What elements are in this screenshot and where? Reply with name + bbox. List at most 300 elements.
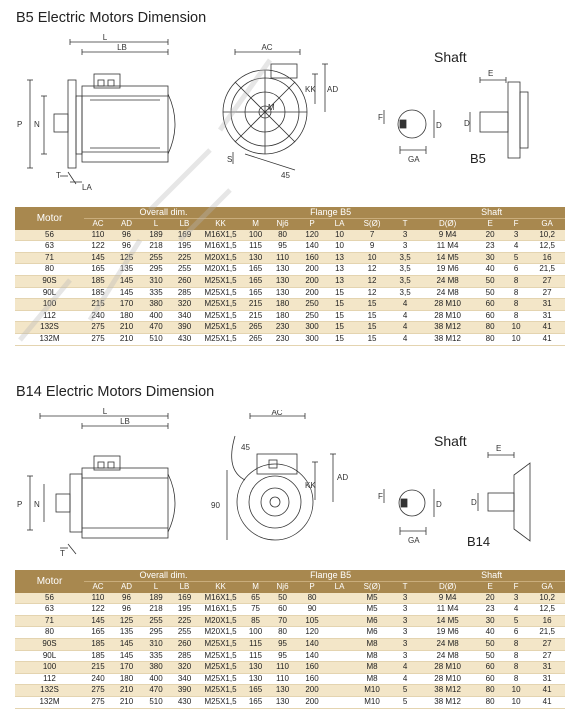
b14-table-cell: 130 [268,696,297,708]
b14-col-header: AD [112,582,141,593]
b14-table-cell [327,604,352,616]
b14-table-cell: 130 [268,685,297,697]
b5-table-cell: 8 [503,299,529,311]
b14-table-cell: 210 [112,696,141,708]
b14-table-cell: 145 [112,638,141,650]
b5-table-cell: 255 [141,252,171,264]
b14-table-cell: M5 [352,604,392,616]
b14-table-cell: 110 [268,662,297,674]
b5-table-cell: 240 [84,310,112,322]
b14-table-cell: M25X1,5 [198,662,243,674]
b5-table-cell: 38 M12 [418,322,477,334]
b14-table-cell: 8 [503,638,529,650]
b14-dim-label-N: N [34,500,40,509]
b14-table-cell: 240 [84,673,112,685]
b14-table-cell: 140 [297,650,327,662]
b5-table-row [15,241,565,253]
b5-table-cell: 9 M4 [418,230,477,241]
b5-table-cell: 28 M10 [418,310,477,322]
b5-table-cell: 50 [477,287,503,299]
b5-table-cell: 95 [268,241,297,253]
b14-col-header: L [141,582,171,593]
b14-motor-cell: 80 [15,627,84,639]
b5-col-header: GA [529,219,565,230]
b5-table-cell: 140 [297,241,327,253]
b14-table-cell: 50 [477,650,503,662]
b14-table-cell: 135 [112,627,141,639]
b5-table-cell: 4 [392,322,418,334]
b5-table-cell: 320 [171,299,198,311]
shaft-label-E: E [488,69,494,78]
b14-table-cell: 6 [503,627,529,639]
dim-label-P: P [17,120,23,129]
b14-table-cell: 130 [243,662,268,674]
b5-motor-cell: 132M [15,333,84,345]
b14-dimension-table [15,570,565,709]
b14-table-cell: 185 [84,650,112,662]
b14-table-cell: M8 [352,650,392,662]
b5-table-cell: 15 [327,287,352,299]
b14-col-header: D(Ø) [418,582,477,593]
b5-table-cell: M25X1,5 [198,275,243,287]
b5-table-row [15,264,565,276]
b14-shaft-label-E: E [496,445,502,453]
b5-table-cell: 80 [477,322,503,334]
b5-table-cell: 225 [171,252,198,264]
b5-motor-cell: 71 [15,252,84,264]
b14-table-cell: 100 [243,627,268,639]
b5-motor-cell: 56 [15,230,84,241]
b5-table-cell: 180 [112,310,141,322]
b14-table-cell [327,650,352,662]
b5-table-cell: M25X1,5 [198,322,243,334]
b5-table-cell: 13 [327,252,352,264]
b14-table-cell: 27 [529,638,565,650]
b14-table-row [15,627,565,639]
b14-shaft-title: Shaft [434,433,467,449]
b14-table-cell: 16 [529,615,565,627]
b14-motor-cell: 71 [15,615,84,627]
b5-table-cell: 3,5 [392,275,418,287]
header-motor: Motor [15,207,84,230]
b14-table-cell: 5 [392,696,418,708]
b14-table-row [15,593,565,604]
b14-table-cell: 24 M8 [418,650,477,662]
b5-table-row [15,310,565,322]
b14-table-row [15,615,565,627]
b14-shaft-drawing [370,445,550,545]
b14-table-cell: 60 [477,673,503,685]
b5-table-cell: 4 [503,241,529,253]
b14-motor-cell: 100 [15,662,84,674]
b14-table-cell: M6 [352,627,392,639]
dim-label-LB: LB [117,43,127,52]
b14-table-cell: 50 [268,593,297,604]
b14-table-cell: 275 [84,696,112,708]
b14-table-cell: 165 [84,627,112,639]
b5-table-cell: M25X1,5 [198,310,243,322]
b14-table-cell: 185 [84,638,112,650]
b5-table-cell: 10,2 [529,230,565,241]
b14-table-cell: 3 [392,650,418,662]
b14-table-cell: 14 M5 [418,615,477,627]
b5-table-cell: 110 [84,230,112,241]
b5-table-cell: 230 [268,322,297,334]
b14-table-cell: M6 [352,615,392,627]
dim-label-45: 45 [281,171,290,180]
b14-motor-cell: 112 [15,673,84,685]
b14-section-title: B14 Electric Motors Dimension [16,384,215,400]
b14-table-cell: 160 [297,673,327,685]
shaft-label-F: F [378,113,383,122]
b5-table-cell: 12 [352,264,392,276]
b5-table-cell: 310 [141,275,171,287]
b14-table-cell: 5 [392,685,418,697]
b14-table-cell: 335 [141,650,171,662]
b5-motor-cell: 132S [15,322,84,334]
b14-table-cell: 31 [529,673,565,685]
b5-table-cell: 15 [327,299,352,311]
b5-table-cell: 145 [112,275,141,287]
shaft-label-D2: D [464,119,470,128]
b14-table-cell: 165 [243,696,268,708]
b14-table-cell: 390 [171,685,198,697]
b14-table-cell: 75 [243,604,268,616]
b5-table-cell: M20X1,5 [198,252,243,264]
b5-table-cell: 60 [477,310,503,322]
b5-shaft-title: Shaft [434,49,467,65]
b14-col-header: P [297,582,327,593]
b5-table-cell: 250 [297,299,327,311]
b5-table-cell: 15 [327,310,352,322]
b14-table-cell [327,638,352,650]
b5-col-header: AD [112,219,141,230]
b5-table-cell: 21,5 [529,264,565,276]
b14-table-cell: 115 [243,638,268,650]
b5-col-header: F [503,219,529,230]
b14-table-cell: 10,2 [529,593,565,604]
b14-table-cell: 4 [392,673,418,685]
b5-table-cell: 8 [503,310,529,322]
b14-table-cell: M25X1,5 [198,673,243,685]
b14-table-cell: 3 [392,615,418,627]
b14-header-overall-dim: Overall dim. [84,570,243,582]
b14-dim-label-L: L [102,408,108,416]
b5-table-cell: 170 [112,299,141,311]
b14-table-cell: 23 [477,604,503,616]
b5-table-cell: 215 [84,299,112,311]
b5-table-cell: 165 [243,275,268,287]
b14-table-row [15,638,565,650]
b5-col-header: Nj6 [268,219,297,230]
b14-shaft-label-F: F [378,492,383,501]
b14-table-cell: 200 [297,696,327,708]
b5-table-cell: M25X1,5 [198,287,243,299]
b5-table-cell: 13 [327,275,352,287]
b5-col-header: AC [84,219,112,230]
b5-table-cell: 13 [327,264,352,276]
b5-table-cell: 200 [297,275,327,287]
b5-motor-cell: 112 [15,310,84,322]
b14-table-cell: 30 [477,615,503,627]
b5-table-cell: 335 [141,287,171,299]
b5-table-cell: 19 M6 [418,264,477,276]
b14-table-cell: M8 [352,662,392,674]
b5-table-row [15,299,565,311]
b14-table-cell: 20 [477,593,503,604]
b14-table-cell: 3 [392,593,418,604]
b5-table-cell: 12 [352,275,392,287]
b5-table-cell: 470 [141,322,171,334]
b14-table-cell: 28 M10 [418,673,477,685]
b5-table-cell: 122 [84,241,112,253]
b14-table-cell: M25X1,5 [198,696,243,708]
b14-table-cell: 8 [503,650,529,662]
b5-table-cell: 96 [112,241,141,253]
b5-table-cell: 38 M12 [418,333,477,345]
b14-table-row [15,650,565,662]
b5-table-cell: 340 [171,310,198,322]
b5-table-cell: 130 [268,264,297,276]
b14-table-cell: 24 M8 [418,638,477,650]
b5-table-cell: 4 [392,299,418,311]
b14-dim-label-90: 90 [211,501,220,510]
b14-table-cell: 80 [477,685,503,697]
b14-mount-tag: B14 [467,534,491,549]
b5-col-header: LA [327,219,352,230]
b14-table-cell: 169 [171,593,198,604]
b14-side-view-drawing [10,408,210,568]
b5-front-view-drawing [215,44,350,184]
b14-table-cell: 95 [268,650,297,662]
b5-table-cell: 285 [171,287,198,299]
b5-table-cell: 210 [112,333,141,345]
b5-col-header: T [392,219,418,230]
b5-table-cell: 30 [477,252,503,264]
b5-table-cell: 24 M8 [418,275,477,287]
b5-table-cell: 10 [327,230,352,241]
b14-table-cell: 285 [171,650,198,662]
b14-table-cell: 80 [268,627,297,639]
b5-motor-cell: 63 [15,241,84,253]
b5-table-cell: 250 [297,310,327,322]
b14-table-cell: M25X1,5 [198,650,243,662]
b5-table-cell: 145 [112,287,141,299]
b5-table-cell: 80 [268,230,297,241]
b14-table-cell: 122 [84,604,112,616]
b5-table-row [15,252,565,264]
b14-table-cell: M5 [352,593,392,604]
b5-col-header: S(Ø) [352,219,392,230]
b5-table-cell: 4 [392,310,418,322]
b14-table-cell: 510 [141,696,171,708]
b14-table-cell: M10 [352,696,392,708]
b5-table-cell: 275 [84,322,112,334]
b14-table-cell: 125 [112,615,141,627]
b5-table-cell: 380 [141,299,171,311]
b5-motor-cell: 80 [15,264,84,276]
b5-table-cell: M16X1,5 [198,241,243,253]
b5-table-cell: 130 [268,275,297,287]
b5-col-header: L [141,219,171,230]
b14-table-cell: 430 [171,696,198,708]
b14-table-cell: 120 [297,627,327,639]
b5-table-cell: 15 [327,322,352,334]
b5-table-cell: 230 [268,333,297,345]
b14-col-header: LB [171,582,198,593]
b5-motor-cell: 100 [15,299,84,311]
b5-table-cell: 430 [171,333,198,345]
header-shaft: Shaft [418,207,565,219]
b14-table-cell: 60 [268,604,297,616]
b5-table-cell: 115 [243,241,268,253]
dim-label-M: M [268,103,275,112]
b5-table-cell: 60 [477,299,503,311]
b14-table-cell: 110 [84,593,112,604]
b14-table-cell: 38 M12 [418,685,477,697]
b5-table-cell: 8 [503,275,529,287]
b5-table-cell: 8 [503,287,529,299]
b5-table-cell: 10 [327,241,352,253]
b5-table-cell: 27 [529,287,565,299]
b5-table-cell: 165 [84,264,112,276]
b5-table-cell: 80 [477,333,503,345]
b5-table-cell: 510 [141,333,171,345]
b14-col-header: F [503,582,529,593]
b5-table-cell: 300 [297,333,327,345]
b14-table-cell: 275 [84,685,112,697]
b5-table-cell: 189 [141,230,171,241]
b5-table-cell: 165 [243,264,268,276]
b14-dim-label-T: T [60,549,65,558]
b14-front-view-drawing [205,410,355,560]
b14-table-cell: M20X1,5 [198,627,243,639]
b5-table-cell: 15 [352,310,392,322]
b14-motor-cell: 90L [15,650,84,662]
b14-table-cell: M10 [352,685,392,697]
b14-table-cell: 85 [243,615,268,627]
b14-table-cell [327,615,352,627]
dim-label-LA: LA [82,183,92,192]
b5-motor-cell: 90S [15,275,84,287]
b5-table-cell: 27 [529,275,565,287]
b5-table-cell: 28 M10 [418,299,477,311]
b14-table-cell: 130 [243,673,268,685]
b5-table-cell: 10 [352,252,392,264]
b14-table-cell: 215 [84,662,112,674]
b14-table-cell: 3 [392,627,418,639]
b14-col-header: S(Ø) [352,582,392,593]
b5-table-cell: 15 [352,333,392,345]
b14-col-header: AC [84,582,112,593]
b14-dim-label-KK: KK [305,481,316,490]
b5-table-cell: 200 [297,287,327,299]
b5-table-cell: 130 [268,287,297,299]
b14-shaft-label-D: D [436,500,442,509]
b5-table-cell: 96 [112,230,141,241]
b5-table-cell: M25X1,5 [198,333,243,345]
b5-section-title: B5 Electric Motors Dimension [16,10,207,26]
b14-table-cell: 21,5 [529,627,565,639]
b14-table-cell: 310 [141,638,171,650]
b5-table-cell: 160 [297,252,327,264]
b14-header-motor: Motor [15,570,84,593]
b14-table-cell: 3 [503,593,529,604]
b5-table-cell: 390 [171,322,198,334]
b14-table-cell: 8 [503,662,529,674]
b5-table-row [15,287,565,299]
b14-table-cell: 380 [141,662,171,674]
b5-table-cell: 100 [243,230,268,241]
b14-table-cell: 3 [392,638,418,650]
b5-table-row [15,333,565,345]
b14-table-cell: M16X1,5 [198,593,243,604]
b14-table-cell: 80 [477,696,503,708]
b14-table-row [15,696,565,708]
b14-table-cell: 10 [503,685,529,697]
b5-table-cell: 195 [171,241,198,253]
b5-col-header: LB [171,219,198,230]
b14-table-cell: M16X1,5 [198,604,243,616]
b14-col-header: LA [327,582,352,593]
dim-label-AD: AD [327,85,339,94]
b5-table-cell: 260 [171,275,198,287]
b5-motor-cell: 90L [15,287,84,299]
b5-table-cell: 31 [529,299,565,311]
b14-table-cell: 96 [112,604,141,616]
dim-label-L: L [102,34,108,42]
b14-table-cell: 19 M6 [418,627,477,639]
b14-dim-label-45: 45 [241,443,250,452]
b5-table-cell: 23 [477,241,503,253]
b14-table-row [15,673,565,685]
b5-dimension-table [15,207,565,346]
b5-table-cell: 120 [297,230,327,241]
b14-header-shaft: Shaft [418,570,565,582]
b5-table-cell: 3 [392,230,418,241]
b5-table-cell: 300 [297,322,327,334]
b14-table-cell: 200 [297,685,327,697]
b5-table-cell: 169 [171,230,198,241]
b14-table-cell: 295 [141,627,171,639]
b5-table-cell: 185 [84,287,112,299]
b14-table-cell: 115 [243,650,268,662]
b5-table-cell: 165 [243,287,268,299]
b5-table-cell: 15 [352,322,392,334]
b5-table-cell: 12,5 [529,241,565,253]
b5-table-cell: 41 [529,322,565,334]
b5-table-cell: 9 [352,241,392,253]
b14-table-cell: 95 [268,638,297,650]
b5-table-row [15,322,565,334]
b14-table-cell: 320 [171,662,198,674]
b5-table-cell: 3 [503,230,529,241]
b5-table-cell: 200 [297,264,327,276]
b14-table-cell: 160 [297,662,327,674]
b14-motor-cell: 63 [15,604,84,616]
b14-table-cell: 145 [84,615,112,627]
b14-table-cell: 70 [268,615,297,627]
b14-table-cell: 3 [392,604,418,616]
b5-table-cell: 145 [84,252,112,264]
b14-table-cell: 110 [268,673,297,685]
b14-table-cell: M25X1,5 [198,685,243,697]
b14-table-cell: 10 [503,696,529,708]
b14-table-cell: 90 [297,604,327,616]
b14-table-cell: 189 [141,593,171,604]
dim-label-KK: KK [305,85,316,94]
header-flange: Flange B5 [243,207,418,219]
